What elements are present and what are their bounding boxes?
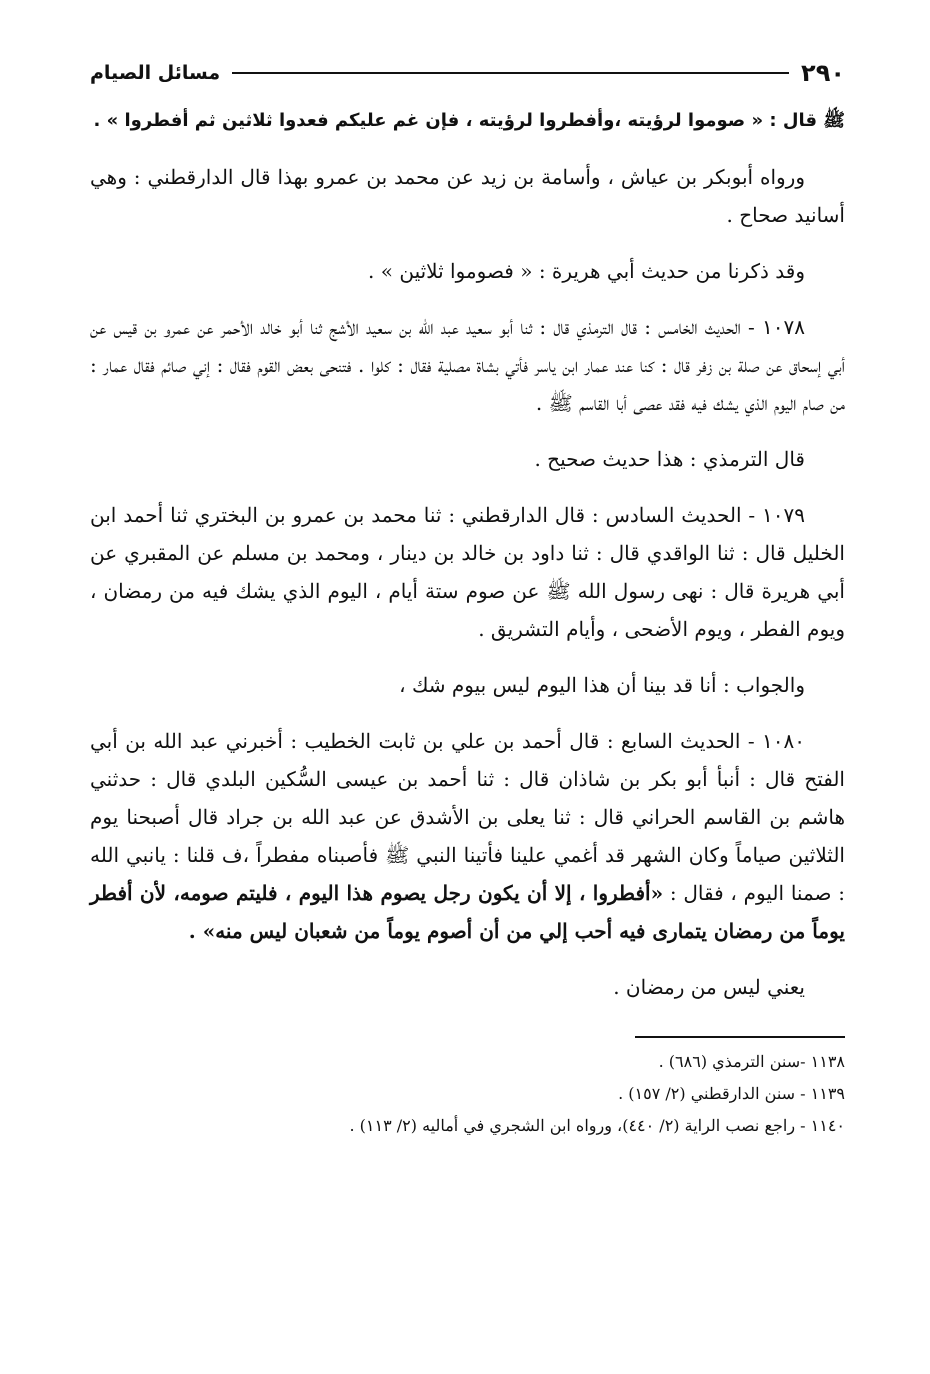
chapter-title: مسائل الصيام (90, 62, 221, 84)
footnote-rule (635, 1036, 845, 1038)
hadith-1080 (90, 722, 845, 950)
text-paragraph: ورواه أبوبكر بن عياش ، وأسامة بن زيد عن محمد بن عمرو بهذا قال الدارقطني : وهي أسانيد صحاح . (90, 165, 845, 227)
answer-paragraph: والجواب : أنا قد بينا أن هذا اليوم ليس بيوم شك ، (399, 673, 805, 697)
page-header (90, 50, 845, 96)
footnote-item: ١١٣٨ -سنن الترمذي (٦٨٦) . (658, 1052, 845, 1071)
text-paragraph: يعني ليس من رمضان . (613, 975, 805, 999)
footnote-item: ١١٤٠ - راجع نصب الراية (٢/ ٤٤٠)، ورواه ابن الشجري في أماليه (٢/ ١١٣) . (349, 1116, 845, 1135)
hadith-1080-text: ١٠٨٠ - الحديث السابع : قال أحمد بن علي بن ثابت الخطيب : أخبرني عبد الله بن أبي الفتح قال : أنبأ أبو بكر بن شاذان قال : ثنا أحمد بن عيسى السُّكين البلدي قال : حدثني هاشم بن القاسم الحراني قال : ثنا يعلى بن الأشدق عن عبد الله بن جراد قال أصبحنا يوم الثلاثين صياماً وكان الشهر قد أغمي علينا فأتينا النبي ﷺ فأصبناه مفطراً ،ف قلنا : يانبي الله : صمنا اليوم ، فقال : (90, 729, 845, 905)
hadith-1080-quote: «أفطروا ، إلا أن يكون رجل يصوم هذا اليوم ، فليتم صومه، لأن أفطر يوماً من رمضان يتمارى فيه أحب إلي من أن أصوم يوماً من شعبان ليس منه» . (90, 881, 845, 943)
hadith-1078: ١٠٧٨ - الحديث الخامس : قال الترمذي قال : ثنا أبو سعيد عبد الله بن سعيد الأشج ثنا أبو خالد الأحمر عن عمرو بن قيس عن أبي إسحاق عن صلة بن زفر قال : كنا عند عمار ابن ياسر فأتي بشاة مصلية فقال : كلوا . فتنحى بعض القوم فقال : إني صائم فقال عمار : من صام اليوم الذي يشك فيه فقد عصى أبا القاسم ﷺ . (90, 315, 846, 415)
text-paragraph: قال الترمذي : هذا حديث صحيح . (534, 447, 805, 471)
header-rule (232, 72, 789, 74)
page-body (90, 102, 845, 1006)
book-page (90, 50, 845, 1142)
footnotes (90, 1036, 845, 1142)
text-paragraph: وقد ذكرنا من حديث أبي هريرة : « فصوموا ثلاثين » . (368, 259, 805, 283)
page-number: ٢٩٠ (801, 59, 845, 87)
footnote-item: ١١٣٩ - سنن الدارقطني (٢/ ١٥٧) . (618, 1084, 845, 1103)
hadith-1079: ١٠٧٩ - الحديث السادس : قال الدارقطني : ثنا محمد بن عمرو بن البختري ثنا أحمد ابن الخليل قال : ثنا الواقدي قال : ثنا داود بن خالد بن دينار ، ومحمد بن مسلم عن المقبري عن أبي هريرة قال : نهى رسول الله ﷺ عن صوم ستة أيام ، اليوم الذي يشك فيه من رمضان ، ويوم الفطر ، ويوم الأضحى ، وأيام التشريق . (90, 503, 845, 641)
quote-paragraph: ﷺ قال : « صوموا لرؤيته ،وأفطروا لرؤيته ، فإن غم عليكم فعدوا ثلاثين ثم أفطروا » . (93, 110, 845, 131)
